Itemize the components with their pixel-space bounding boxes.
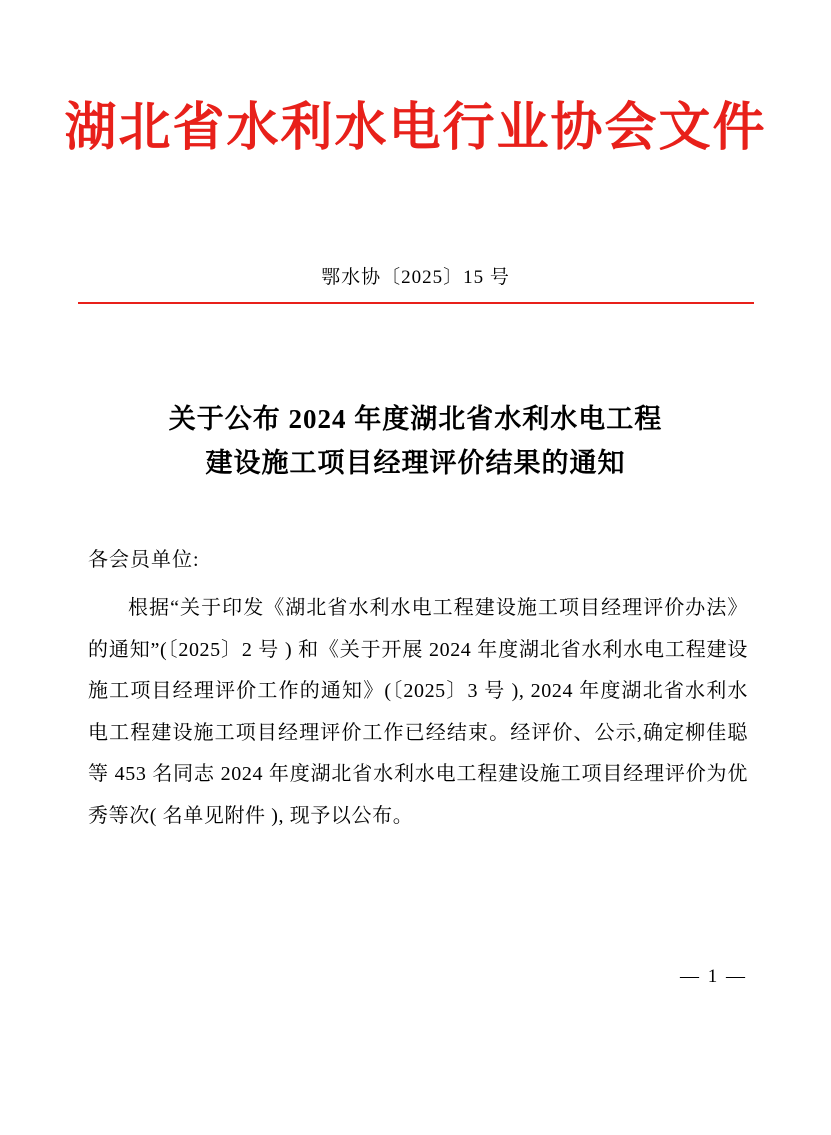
salutation: 各会员单位: [88, 549, 200, 571]
page-title [110, 398, 721, 485]
page-title-line-1: 关于公布 2024 年度湖北省水利水电工程 [168, 404, 663, 434]
body-text [88, 588, 748, 838]
document-number: 鄂水协〔2025〕15 号 [321, 267, 510, 288]
body-paragraph: 根据“关于印发《湖北省水利水电工程建设施工项目经理评价办法》的通知”(〔2025〕2 号 ) 和《关于开展 2024 年度湖北省水利水电工程建设施工项目经理评价工作的通知》(〔2025〕3 号 ), 2024 年度湖北省水利水电工程建设施工项目经理评价工作已经结束。经评价、公示,确定柳佳聪等 453 名同志 2024 年度湖北省水利水电工程建设施工项目经理评价为优秀等次( 名单见附件 ), 现予以公布。 [88, 597, 748, 827]
document-masthead-title: 湖北省水利水电行业协会文件 [64, 100, 767, 157]
page-number: — 1 — [680, 966, 747, 987]
page-title-line-2: 建设施工项目经理评价结果的通知 [205, 447, 626, 478]
red-horizontal-rule [78, 302, 754, 304]
